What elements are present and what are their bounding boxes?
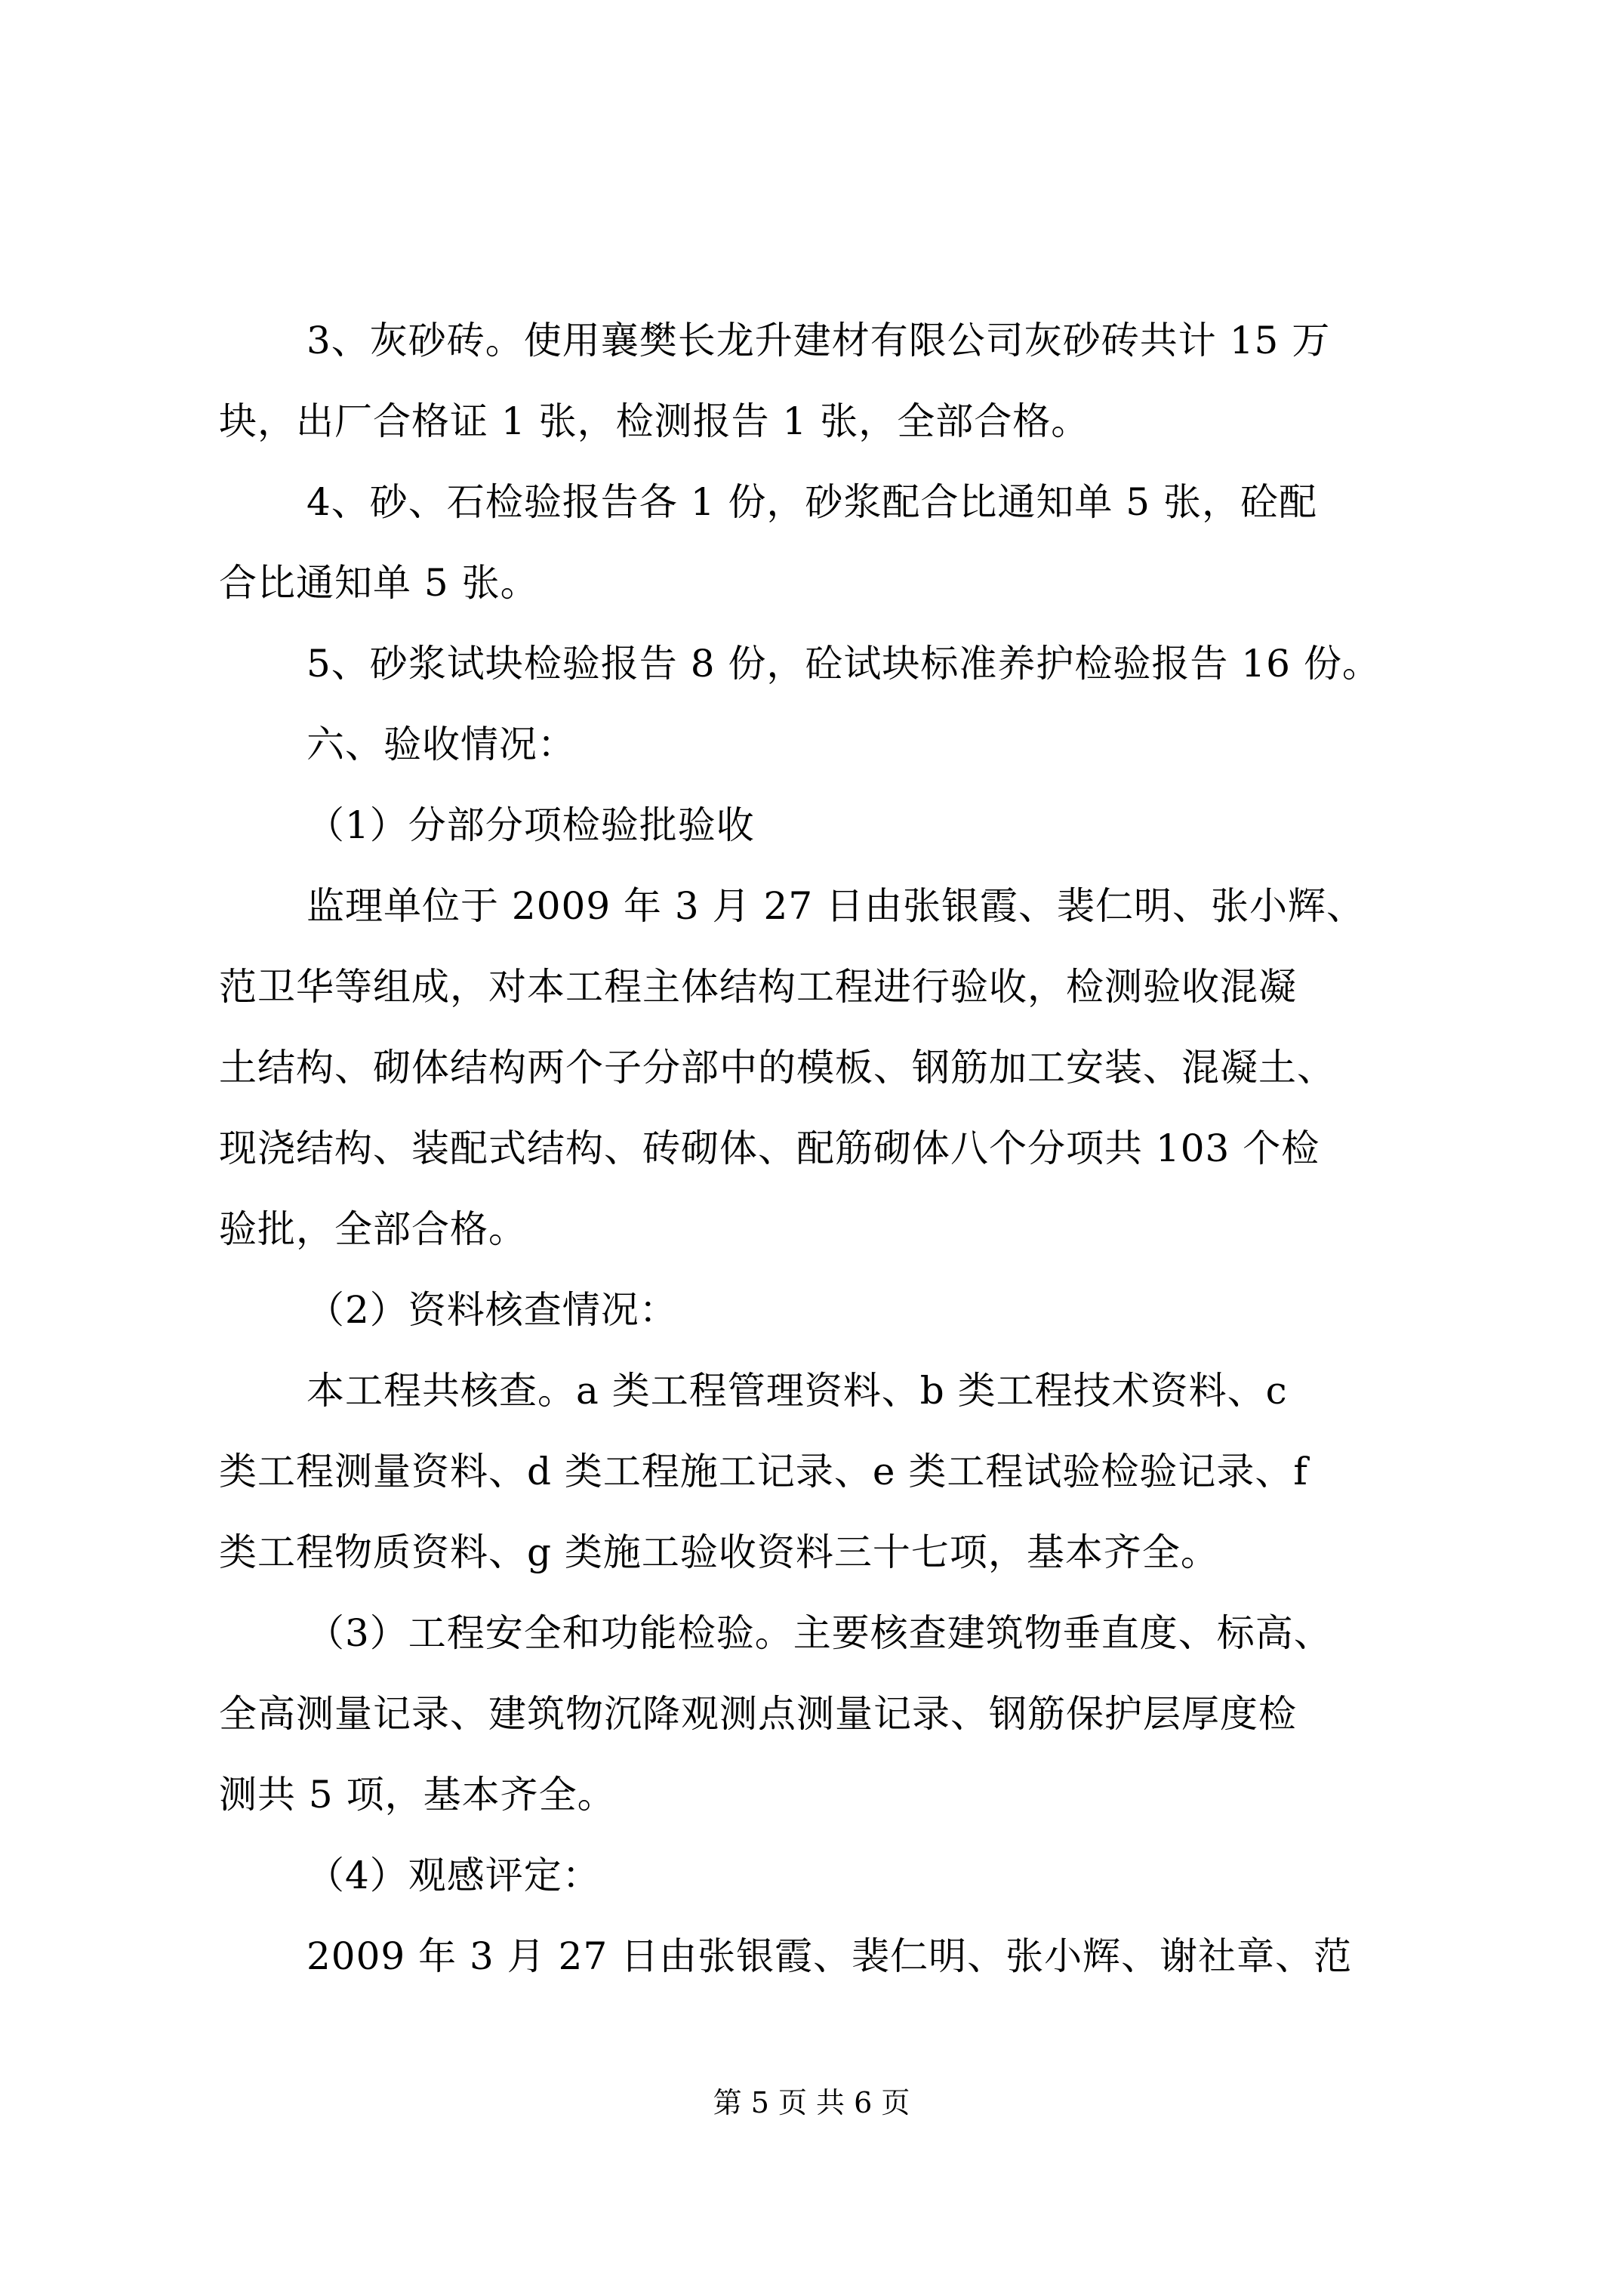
paragraph-line: 块，出厂合格证 1 张，检测报告 1 张，全部合格。 (219, 399, 1090, 443)
paragraph-line: 全高测量记录、建筑物沉降观测点测量记录、钢筋保护层厚度检 (219, 1692, 1297, 1736)
paragraph-line: 验批，全部合格。 (219, 1207, 527, 1251)
subsection-heading: （2）资料核查情况： (306, 1288, 678, 1332)
page-footer: 第 5 页 共 6 页 (713, 2086, 910, 2119)
section-heading: 六、验收情况： (306, 723, 576, 766)
paragraph-line: 合比通知单 5 张。 (219, 561, 539, 605)
subsection-heading: （4）观感评定： (306, 1854, 601, 1897)
paragraph-line: 土结构、砌体结构两个子分部中的模板、钢筋加工安装、混凝土、 (219, 1046, 1335, 1089)
paragraph-line: 测共 5 项，基本齐全。 (219, 1773, 616, 1817)
subsection-heading: （1）分部分项检验批验收 (306, 803, 755, 847)
paragraph-line: 本工程共核查。a 类工程管理资料、b 类工程技术资料、c (306, 1369, 1288, 1413)
paragraph-line: 监理单位于 2009 年 3 月 27 日由张银霞、裴仁明、张小辉、 (306, 884, 1366, 928)
paragraph-line: （3）工程安全和功能检验。主要核查建筑物垂直度、标高、 (306, 1611, 1332, 1655)
paragraph-line: 现浇结构、装配式结构、砖砌体、配筋砌体八个分项共 103 个检 (219, 1126, 1320, 1170)
paragraph-line: 类工程物质资料、g 类施工验收资料三十七项，基本齐全。 (219, 1530, 1219, 1574)
paragraph-line: 范卫华等组成，对本工程主体结构工程进行验收，检测验收混凝 (219, 965, 1297, 1009)
paragraph-line: 2009 年 3 月 27 日由张银霞、裴仁明、张小辉、谢社章、范 (306, 1934, 1353, 1978)
paragraph-line: 4、砂、石检验报告各 1 份，砂浆配合比通知单 5 张，砼配 (306, 480, 1318, 524)
paragraph-line: 5、砂浆试块检验报告 8 份，砼试块标准养护检验报告 16 份。 (306, 642, 1381, 686)
paragraph-line: 3、灰砂砖。使用襄樊长龙升建材有限公司灰砂砖共计 15 万 (306, 319, 1331, 362)
document-body (219, 300, 1431, 1997)
paragraph-line: 类工程测量资料、d 类工程施工记录、e 类工程试验检验记录、f (219, 1450, 1308, 1493)
